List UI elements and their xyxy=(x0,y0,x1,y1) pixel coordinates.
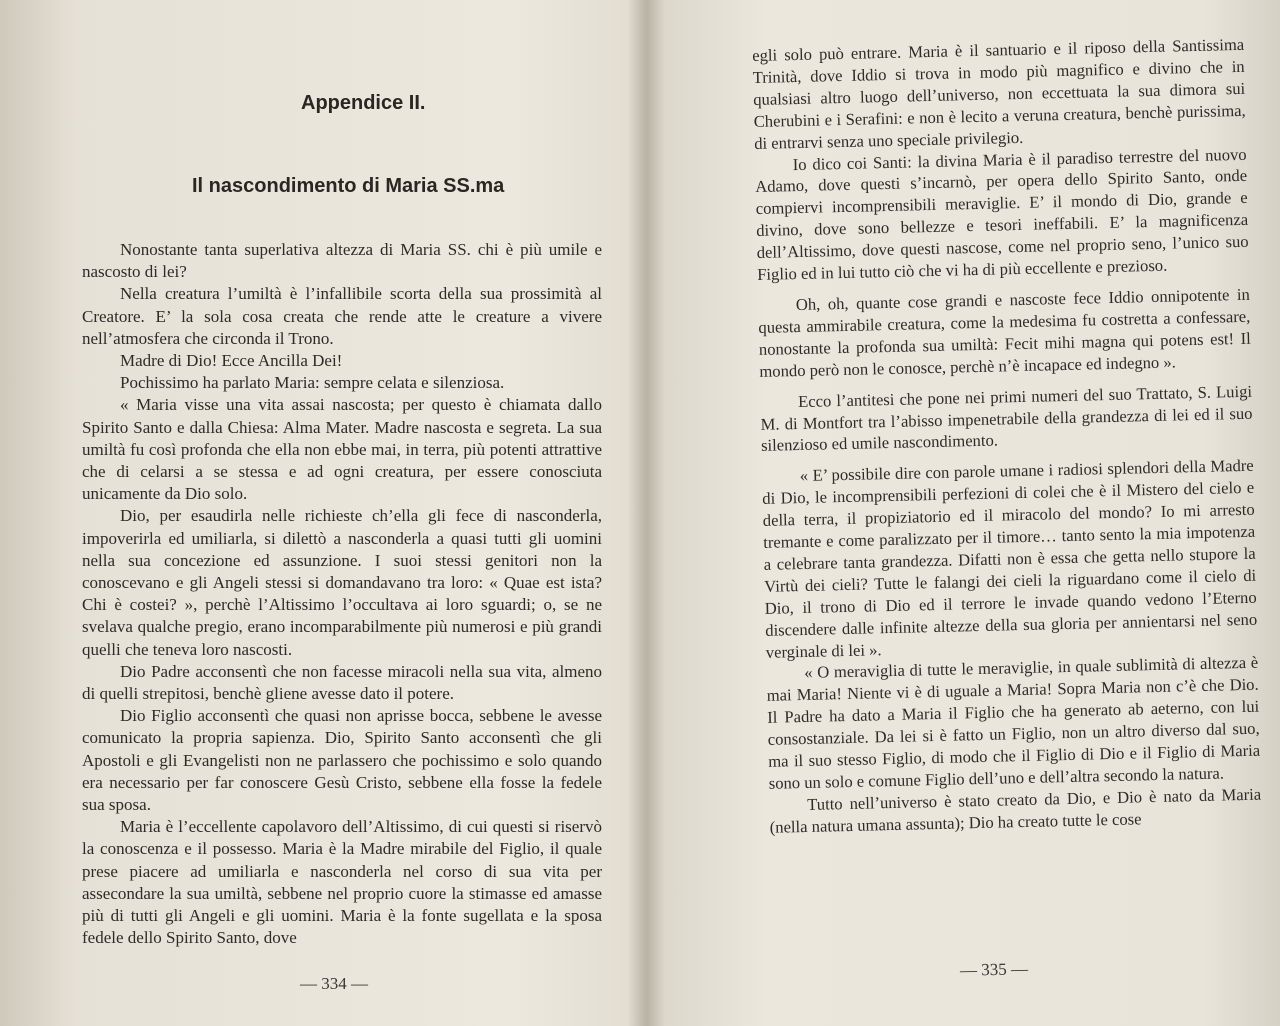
right-body-text xyxy=(752,34,1262,839)
right-page xyxy=(640,0,1280,1026)
paragraph: Tutto nell’universo è stato creato da Dio, e Dio è nato da Maria (nella natura umana assunta); Dio ha creato tutte le cose xyxy=(769,784,1262,837)
paragraph: Ecco l’antitesi che pone nei primi numeri del suo Trattato, S. Luigi M. di Montfort tra l’abisso impenetrabile della grandezza di lei ed il suo silenzioso ed umile nascondimento. xyxy=(760,381,1253,456)
paragraph: Dio, per esaudirla nelle richieste ch’ella gli fece di nasconderla, impoverirla ed umiliarla, si dilettò a nasconderla a quasi tutti gli uomini nella sua concezione ed assunzione. I suoi stessi genitori non la conoscevano e gli Angeli stessi si domandavano tra loro: « Quae est ista? Chi è costei? », perchè l’Altissimo l’occultava ai loro sguardi; o, se ne svelava qualche pregio, erano incomparabilmente più numerosi e più grandi quelli che teneva loro nascosti. xyxy=(82,506,602,659)
paragraph: egli solo può entrare. Maria è il santuario e il riposo della Santissima Trinità, dove Iddio si trova in modo più magnifico e divino che in qualsiasi altro luogo dell’universo, non eccettuata la sua dimora sui Cherubini e i Serafini: e non è lecito a veruna creatura, benchè purissima, di entrarvi senza uno speciale privilegio. xyxy=(752,34,1246,153)
paragraph: Madre di Dio! Ecce Ancilla Dei! xyxy=(120,351,343,371)
appendix-title: Appendice II. xyxy=(301,92,426,114)
paragraph: « O meraviglia di tutte le meraviglie, in quale sublimità di altezza è mai Maria! Niente vi è di uguale a Maria! Sopra Maria non c’è che Dio. Il Padre ha dato a Maria il Figlio che ha generato ab aeterno, con lui consostanziale. Da lei si è fatto un Figlio, non un altro diverso dal suo, ma il suo stesso Figlio, di modo che il Figlio di Dio e il Figlio di Maria sono un solo e comune Figlio dell’uno e dell’altra secondo la natura. xyxy=(766,653,1261,793)
paragraph: Pochissimo ha parlato Maria: sempre celata e silenziosa. xyxy=(120,373,505,393)
paragraph: Io dico coi Santi: la divina Maria è il paradiso terrestre del nuovo Adamo, dove questi s’incarnò, per opera dello Spirito Santo, onde compiervi incomprensibili meraviglie. E’ il mondo di Dio, grande e divino, dove sono bellezze e tesori ineffabili. E’ la magnificenza dell’Altissimo, dove questi nascose, come nel proprio seno, l’unico suo Figlio ed in lui tutto ciò che vi ha di più eccellente e prezioso. xyxy=(755,144,1249,285)
paragraph: Dio Figlio acconsentì che quasi non aprisse bocca, sebbene le avesse comunicato la propria sapienza. Dio, Spirito Santo acconsentì che gli Apostoli e gli Evangelisti non ne parlassero che pochissimo e solo quando era necessario per far conoscere Gesù Cristo, sebbene ella fosse la fedele sua sposa. xyxy=(82,706,602,815)
paragraph: Dio Padre acconsentì che non facesse miracoli nella sua vita, almeno di quelli strepitosi, benchè gliene avesse dato il potere. xyxy=(82,661,602,704)
paragraph: Oh, oh, quante cose grandi e nascoste fece Iddio onnipotente in questa ammirabile creatura, come la medesima fu costretta a confessare, nonostante la profonda sua umiltà: Fecit mihi magna qui potens est! Il mondo però non le conosce, perchè n’è incapace ed indegno ». xyxy=(758,284,1251,381)
paragraph: Nella creatura l’umiltà è l’infallibile scorta della sua prossimità al Creatore. E’ la sola cosa creata che rende atte le creature a vivere nell’atmosfera che circonda il Trono. xyxy=(82,284,602,348)
page-number-left: — 334 — xyxy=(300,974,368,993)
paragraph: Nonostante tanta superlativa altezza di Maria SS. chi è più umile e nascosto di lei? xyxy=(82,240,602,282)
paragraph: Maria è l’eccellente capolavoro dell’Altissimo, di cui questi si riservò la conoscenza e il possesso. Maria è la Madre mirabile del Figlio, il quale prese piacere ad umiliarla e nasconderla nel corso di sua vita per assecondare la sua umiltà, sebbene nel proprio cuore la stimasse ed amasse più di tutti gli Angeli e gli uomini. Maria è la fonte sugellata e la sposa fedele dello Spirito Santo, dove xyxy=(82,817,602,948)
chapter-title: Il nascondimento di Maria SS.ma xyxy=(192,175,505,197)
paragraph: « Maria visse una vita assai nascosta; per questo è chiamata dallo Spirito Santo e dalla Chiesa: Alma Mater. Madre nascosta e segreta. La sua umiltà fu così profonda che ella non ebbe mai, in terra, più potenti attrattive che di celarsi a se stessa e ad ogni creatura, per essere conosciuta unicamente da Dio solo. xyxy=(82,395,602,504)
left-body-text xyxy=(82,239,602,950)
page-number-right: — 335 — xyxy=(959,959,1029,980)
paragraph: « E’ possibile dire con parole umane i radiosi splendori della Madre di Dio, le incomprensibili perfezioni di colei che è il Mistero del cielo e della terra, il propiziatorio ed il miracolo del mondo? Io mi arresto tremante e come paralizzato per il timore… tanto sento la mia impotenza a celebrare tanta grandezza. Difatti non è essa che getta nello stupore la Virtù dei cieli? Tutte le falangi dei cieli la riguardano come il cielo di Dio, il trono di Dio ed il terrore le invade quando vedono l’Eterno discendere dalle infinite altezze della sua gloria per annientarsi nel seno verginale di lei ». xyxy=(762,456,1258,662)
